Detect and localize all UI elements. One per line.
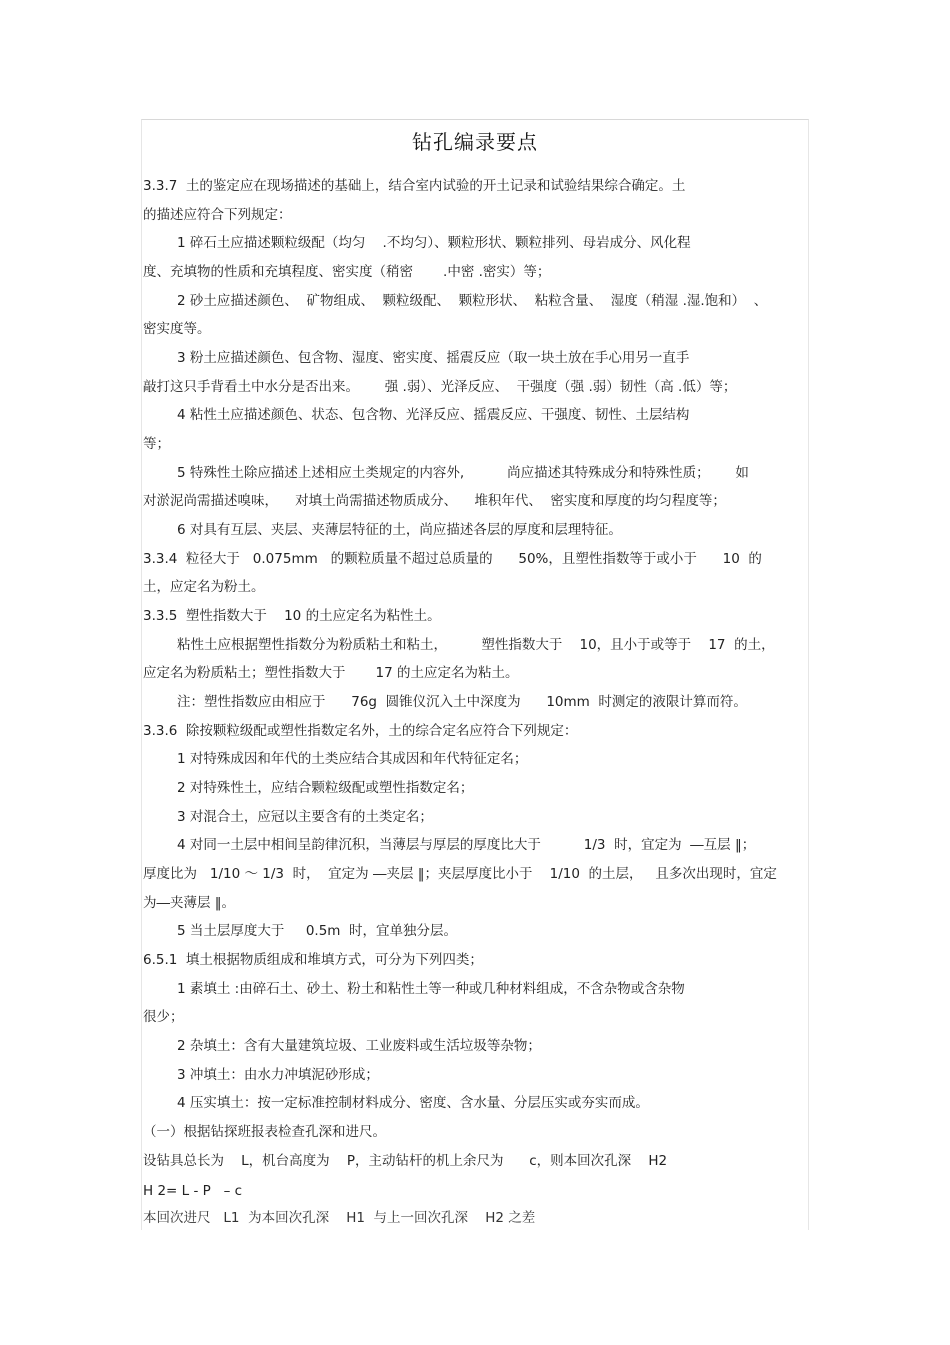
clay-classification-line-2: 应定名为粉质粘土；塑性指数大于 17 的土应定名为粘土。 <box>143 665 519 681</box>
naming-rule-5: 5 当土层厚度大于 0.5m 时，宜单独分层。 <box>177 923 458 939</box>
depth-definition-line: 设钻具总长为 L，机台高度为 P，主动钻杆的机上余尺为 c，则本回次孔深 H2 <box>143 1153 668 1169</box>
document-title: 钻孔编录要点 <box>412 130 538 154</box>
naming-rule-4-line-2: 厚度比为 1/10 ～ 1/3 时， 宜定为 ―夹层 ‖；夹层厚度比小于 1/10 的土层， 且多次出现时，宜定 <box>143 866 777 882</box>
item-6-layers-line: 6 对具有互层、夹层、夹薄层特征的土，尚应描述各层的厚度和层理特征。 <box>177 522 622 538</box>
item-4-clay-line-2: 等； <box>143 436 170 452</box>
naming-rule-4-line-3: 为―夹薄层 ‖。 <box>143 895 236 911</box>
fill-type-4: 4 压实填土：按一定标准控制材料成分、密度、含水量、分层压实或夯实而成。 <box>177 1095 649 1111</box>
depth-formula: H 2= L - P – c <box>143 1183 243 1199</box>
naming-rule-3: 3 对混合土，应冠以主要含有的土类定名； <box>177 809 433 825</box>
fill-type-1-line-1: 1 素填土 :由碎石土、砂土、粉土和粘性土等一种或几种材料组成，不含杂物或含杂物 <box>177 981 685 997</box>
item-3-silt-line-2: 敲打这只手背看土中水分是否出来。 强 .弱）、光泽反应、 干强度（强 .弱）韧性（高 .低）等； <box>143 379 737 395</box>
item-3-silt-line-1: 3 粉土应描述颜色、包含物、湿度、密实度、摇震反应（取一块土放在手心用另一直手 <box>177 350 690 366</box>
footage-definition-line: 本回次进尺 L1 为本回次孔深 H1 与上一回次孔深 H2 之差 <box>143 1210 536 1226</box>
fill-type-3: 3 冲填土：由水力冲填泥砂形成； <box>177 1067 379 1083</box>
item-5-special-line-2: 对淤泥尚需描述嗅味， 对填土尚需描述物质成分、 堆积年代、 密实度和厚度的均匀程度等； <box>143 493 726 509</box>
clause-3-3-7-line-1: 3.3.7 土的鉴定应在现场描述的基础上，结合室内试验的开土记录和试验结果综合确定。土 <box>143 178 686 194</box>
fill-type-2: 2 杂填土：含有大量建筑垃圾、工业废料或生活垃圾等杂物； <box>177 1038 541 1054</box>
section-1-heading: （一）根据钻探班报表检查孔深和进尺。 <box>143 1124 386 1140</box>
clause-3-3-5-line: 3.3.5 塑性指数大于 10 的土应定名为粘性土。 <box>143 608 441 624</box>
naming-rule-1: 1 对特殊成因和年代的土类应结合其成因和年代特征定名； <box>177 751 528 767</box>
item-5-special-line-1: 5 特殊性土除应描述上述相应土类规定的内容外, 尚应描述其特殊成分和特殊性质； 如 <box>177 465 749 481</box>
clay-classification-line-1: 粘性土应根据塑性指数分为粉质粘土和粘土， 塑性指数大于 10，且小于或等于 17 的土， <box>177 637 775 653</box>
clause-3-3-4-line-2: 土，应定名为粉土。 <box>143 579 265 595</box>
naming-rule-2: 2 对特殊性土，应结合颗粒级配或塑性指数定名； <box>177 780 474 796</box>
fill-type-1-line-2: 很少； <box>143 1009 184 1025</box>
item-1-gravel-line-2: 度、充填物的性质和充填程度、密实度（稍密 .中密 .密实）等； <box>143 264 551 280</box>
plasticity-note: 注：塑性指数应由相应于 76g 圆锥仪沉入土中深度为 10mm 时测定的液限计算而符。 <box>177 694 747 710</box>
item-2-sand-line-1: 2 砂土应描述颜色、 矿物组成、 颗粒级配、 颗粒形状、 粘粒含量、 湿度（稍湿 .湿.饱和） 、 <box>177 293 768 309</box>
item-2-sand-line-2: 密实度等。 <box>143 321 211 337</box>
clause-3-3-7-line-2: 的描述应符合下列规定： <box>143 207 292 223</box>
clause-3-3-4-line-1: 3.3.4 粒径大于 0.075mm 的颗粒质量不超过总质量的 50%，且塑性指数等于或小于 10 的 <box>143 551 762 567</box>
clause-3-3-6-line: 3.3.6 除按颗粒级配或塑性指数定名外，土的综合定名应符合下列规定： <box>143 723 578 739</box>
naming-rule-4-line-1: 4 对同一土层中相间呈韵律沉积，当薄层与厚层的厚度比大于 1/3 时，宜定为 ―互层 ‖； <box>177 837 756 853</box>
clause-6-5-1-line: 6.5.1 填土根据物质组成和堆填方式，可分为下列四类； <box>143 952 483 968</box>
item-1-gravel-line-1: 1 碎石土应描述颗粒级配（均匀 .不均匀）、颗粒形状、颗粒排列、母岩成分、风化程 <box>177 235 691 251</box>
item-4-clay-line-1: 4 粘性土应描述颜色、状态、包含物、光泽反应、摇震反应、干强度、韧性、土层结构 <box>177 407 690 423</box>
